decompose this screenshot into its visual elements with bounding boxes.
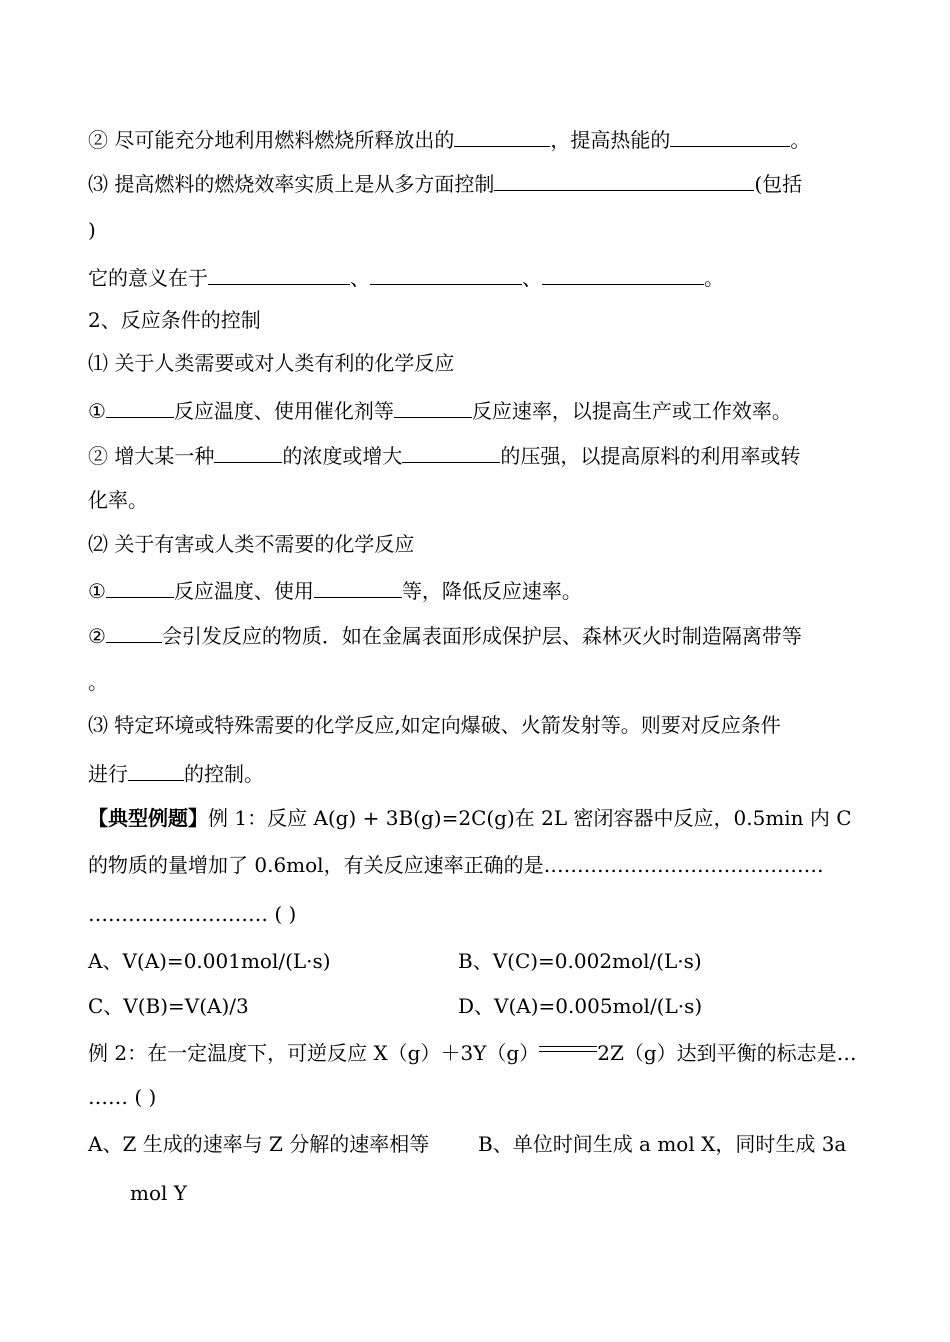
fill-blank[interactable]	[106, 622, 162, 643]
line-11: ① 反应温度、使用 等，降低反应速率。	[88, 579, 582, 603]
line-17: 的物质的量增加了 0.6mol，有关反应速率正确的是……………………………………	[88, 853, 824, 877]
option-a: A、V(A)=0.001mol/(L·s)	[88, 949, 331, 973]
fill-blank[interactable]	[208, 264, 350, 285]
example-2-heading: 例 2：在一定温度下，可逆反应 X（g）＋3Y（g） 2Z（g）达到平衡的标志是…	[88, 1041, 857, 1065]
fill-blank[interactable]	[402, 442, 500, 463]
example-2-option-a: A、Z 生成的速率与 Z 分解的速率相等	[88, 1132, 430, 1156]
line-1: ② 尽可能充分地利用燃料燃烧所释放出的 ，提高热能的 。	[88, 128, 811, 152]
fill-blank[interactable]	[214, 442, 282, 463]
example-1-heading: 【典型例题】例 1：反应 A(g) + 3B(g)=2C(g)在 2L 密闭容器中反应，0.5min 内 C	[88, 806, 852, 830]
fill-blank[interactable]	[370, 264, 522, 285]
fill-blank[interactable]	[542, 264, 704, 285]
fill-blank[interactable]	[670, 126, 790, 147]
fill-blank[interactable]	[394, 397, 472, 418]
line-7: ① 反应温度、使用催化剂等 反应速率，以提高生产或工作效率。	[88, 399, 792, 423]
option-c: C、V(B)=V(A)/3	[88, 994, 249, 1018]
option-b: B、V(C)=0.002mol/(L·s)	[458, 949, 702, 973]
line-9: 化率。	[88, 488, 148, 512]
fill-blank[interactable]	[454, 126, 550, 147]
line-12: ② 会引发反应的物质．如在金属表面形成保护层、森林灭火时制造隔离带等	[88, 624, 802, 648]
example-2-option-b: B、单位时间生成 a mol X，同时生成 3a	[478, 1132, 847, 1156]
line-10: ⑵ 关于有害或人类不需要的化学反应	[88, 532, 415, 556]
line-6: ⑴ 关于人类需要或对人类有利的化学反应	[88, 351, 455, 375]
line-22: …… ( )	[88, 1085, 157, 1109]
line-18: ……………………… ( )	[88, 902, 297, 926]
line-2: ⑶ 提高燃料的燃烧效率实质上是从多方面控制 (包括	[88, 172, 803, 196]
line-14: ⑶ 特定环境或特殊需要的化学反应,如定向爆破、火箭发射等。则要对反应条件	[88, 713, 781, 737]
line-4: 它的意义在于 、 、 。	[88, 266, 724, 290]
line-8: ② 增大某一种 的浓度或增大 的压强，以提高原料的利用率或转	[88, 444, 801, 468]
line-13: 。	[88, 670, 108, 694]
equilibrium-arrow-icon	[539, 1040, 597, 1060]
line-3: )	[88, 218, 96, 242]
fill-blank[interactable]	[494, 170, 754, 191]
fill-blank[interactable]	[106, 577, 174, 598]
line-24: mol Y	[130, 1181, 187, 1205]
fill-blank[interactable]	[314, 577, 402, 598]
line-15: 进行 的控制。	[88, 762, 264, 786]
fill-blank[interactable]	[128, 760, 184, 781]
fill-blank[interactable]	[106, 397, 174, 418]
option-d: D、V(A)=0.005mol/(L·s)	[458, 994, 703, 1018]
section-heading: 2、反应条件的控制	[88, 308, 261, 332]
